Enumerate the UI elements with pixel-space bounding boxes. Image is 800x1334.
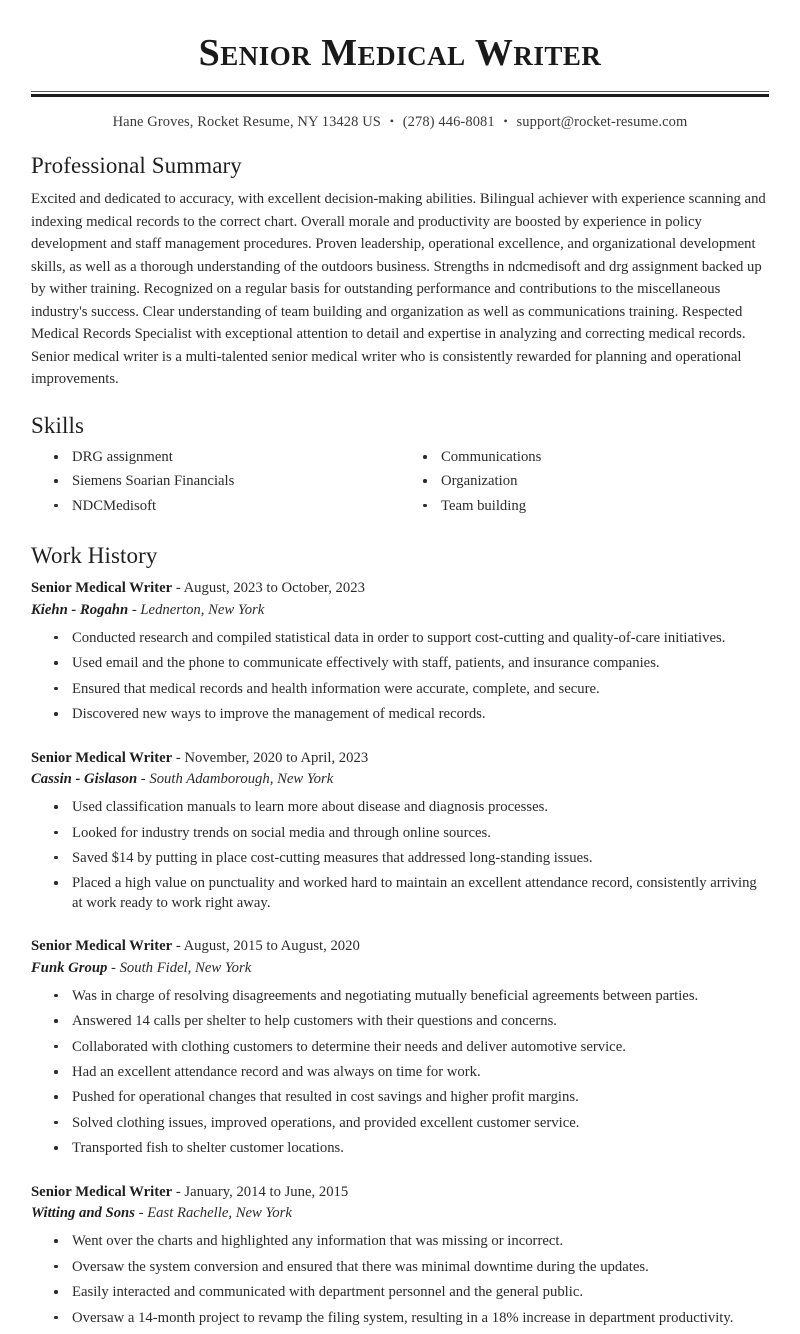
job-company-line	[31, 958, 769, 979]
job-title: Senior Medical Writer	[31, 749, 173, 766]
job-bullet: Went over the charts and highlighted any information that was missing or incorrect.	[53, 1232, 769, 1257]
job-bullet: Had an excellent attendance record and was always on time for work.	[53, 1063, 769, 1088]
job-bullet: Discovered new ways to improve the management of medical records.	[53, 705, 769, 730]
job-location: - South Adamborough, New York	[137, 770, 334, 787]
work-history-entry	[31, 578, 769, 730]
job-bullet: Answered 14 calls per shelter to help customers with their questions and concerns.	[53, 1012, 769, 1037]
work-history-entry	[31, 1182, 769, 1334]
job-bullet: Pushed for operational changes that resulted in cost savings and higher profit margins.	[53, 1088, 769, 1113]
skills-list-left	[31, 448, 400, 520]
job-title: Senior Medical Writer	[31, 938, 173, 955]
job-title-line	[31, 578, 769, 599]
section-heading-skills: Skills	[31, 412, 85, 438]
job-bullet: Used email and the phone to communicate effectively with staff, patients, and insurance companies.	[53, 654, 769, 679]
job-dates: - August, 2015 to August, 2020	[172, 938, 360, 955]
work-history-entry	[31, 936, 769, 1164]
job-company: Witting and Sons	[31, 1204, 135, 1221]
summary-paragraph: Excited and dedicated to accuracy, with excellent decision-making abilities. Bilingual achiever with experience scanning and indexing medical records to the correct chart. Overall morale and productivity are boosted by experience in policy development and staff management procedures. Proven leadership, operational excellence, and organizational development skills, as well as a thorough understanding of the outdoors business. Strengths in ndcmedisoft and drg assignment backed up by wither training. Recognized on a regular basis for outstanding performance and contributions to the miscellaneous industry's success. Clear understanding of team building and organization as well as communications training. Respected Medical Records Specialist with exceptional attention to detail and expertise in analyzing and correcting medical records. Senior medical writer is a multi-talented senior medical writer who is consistently rewarded for planning and operational improvements.	[31, 191, 766, 388]
skills-column-left	[31, 448, 400, 520]
contact-email[interactable]: support@rocket-resume.com	[516, 113, 688, 130]
section-work-history	[31, 542, 769, 1334]
job-location: - South Fidel, New York	[107, 959, 252, 976]
job-bullet: Was in charge of resolving disagreements and negotiating mutually beneficial agreements between parties.	[53, 987, 769, 1012]
job-dates: - November, 2020 to April, 2023	[172, 749, 369, 766]
job-location: - Lednerton, New York	[128, 601, 265, 618]
job-bullet-list	[31, 987, 769, 1165]
job-bullet: Collaborated with clothing customers to determine their needs and deliver automotive service.	[53, 1038, 769, 1063]
page-title: Senior Medical Writer	[198, 32, 602, 74]
skills-list-right	[400, 448, 769, 520]
contact-separator-2: •	[503, 113, 508, 128]
job-bullet: Oversaw a 14-month project to revamp the filing system, resulting in a 18% increase in department productivity.	[53, 1309, 769, 1334]
section-professional-summary	[31, 152, 769, 391]
job-title-line	[31, 1182, 769, 1203]
section-skills	[31, 412, 769, 521]
contact-line	[31, 114, 769, 131]
job-bullet: Transported fish to shelter customer locations.	[53, 1139, 769, 1164]
job-company: Cassin - Gislason	[31, 770, 138, 787]
job-bullet: Used classification manuals to learn more about disease and diagnosis processes.	[53, 798, 769, 823]
job-title-line	[31, 748, 769, 769]
job-bullet: Conducted research and compiled statistical data in order to support cost-cutting and quality-of-care initiatives.	[53, 629, 769, 654]
skill-item: DRG assignment	[53, 448, 400, 472]
header-divider	[31, 91, 769, 97]
skill-item: Team building	[422, 497, 769, 521]
section-heading-work-history: Work History	[31, 542, 158, 568]
job-bullet-list	[31, 629, 769, 731]
job-company-line	[31, 1203, 769, 1224]
job-bullet: Saved $14 by putting in place cost-cutting measures that addressed long-standing issues.	[53, 849, 769, 874]
job-company: Funk Group	[31, 959, 108, 976]
section-heading-summary: Professional Summary	[31, 152, 242, 178]
job-dates: - January, 2014 to June, 2015	[172, 1183, 349, 1200]
contact-address: Hane Groves, Rocket Resume, NY 13428 US	[112, 113, 381, 130]
job-bullet: Oversaw the system conversion and ensured that there was minimal downtime during the updates.	[53, 1258, 769, 1283]
job-bullet: Ensured that medical records and health information were accurate, complete, and secure.	[53, 680, 769, 705]
job-company: Kiehn - Rogahn	[31, 601, 129, 618]
job-title: Senior Medical Writer	[31, 580, 173, 597]
job-bullet: Solved clothing issues, improved operations, and provided excellent customer service.	[53, 1114, 769, 1139]
skill-item: NDCMedisoft	[53, 497, 400, 521]
skills-columns	[31, 448, 769, 520]
job-dates: - August, 2023 to October, 2023	[172, 580, 365, 597]
divider-thick-line	[31, 94, 769, 97]
job-bullet-list	[31, 1232, 769, 1334]
contact-separator-1: •	[389, 113, 394, 128]
job-bullet: Placed a high value on punctuality and worked hard to maintain an excellent attendance record, consistently arriving at work ready to work right away.	[53, 874, 769, 919]
job-bullet-list	[31, 798, 769, 919]
work-history-list	[31, 578, 769, 1334]
contact-phone: (278) 446-8081	[402, 113, 495, 130]
skills-column-right	[400, 448, 769, 520]
skill-item: Siemens Soarian Financials	[53, 472, 400, 496]
job-location: - East Rachelle, New York	[134, 1204, 292, 1221]
job-title-line	[31, 936, 769, 957]
job-bullet: Easily interacted and communicated with department personnel and the general public.	[53, 1283, 769, 1308]
work-history-entry	[31, 748, 769, 920]
skill-item: Organization	[422, 472, 769, 496]
job-company-line	[31, 769, 769, 790]
skill-item: Communications	[422, 448, 769, 472]
job-bullet: Looked for industry trends on social media and through online sources.	[53, 824, 769, 849]
job-company-line	[31, 600, 769, 621]
job-title: Senior Medical Writer	[31, 1183, 173, 1200]
